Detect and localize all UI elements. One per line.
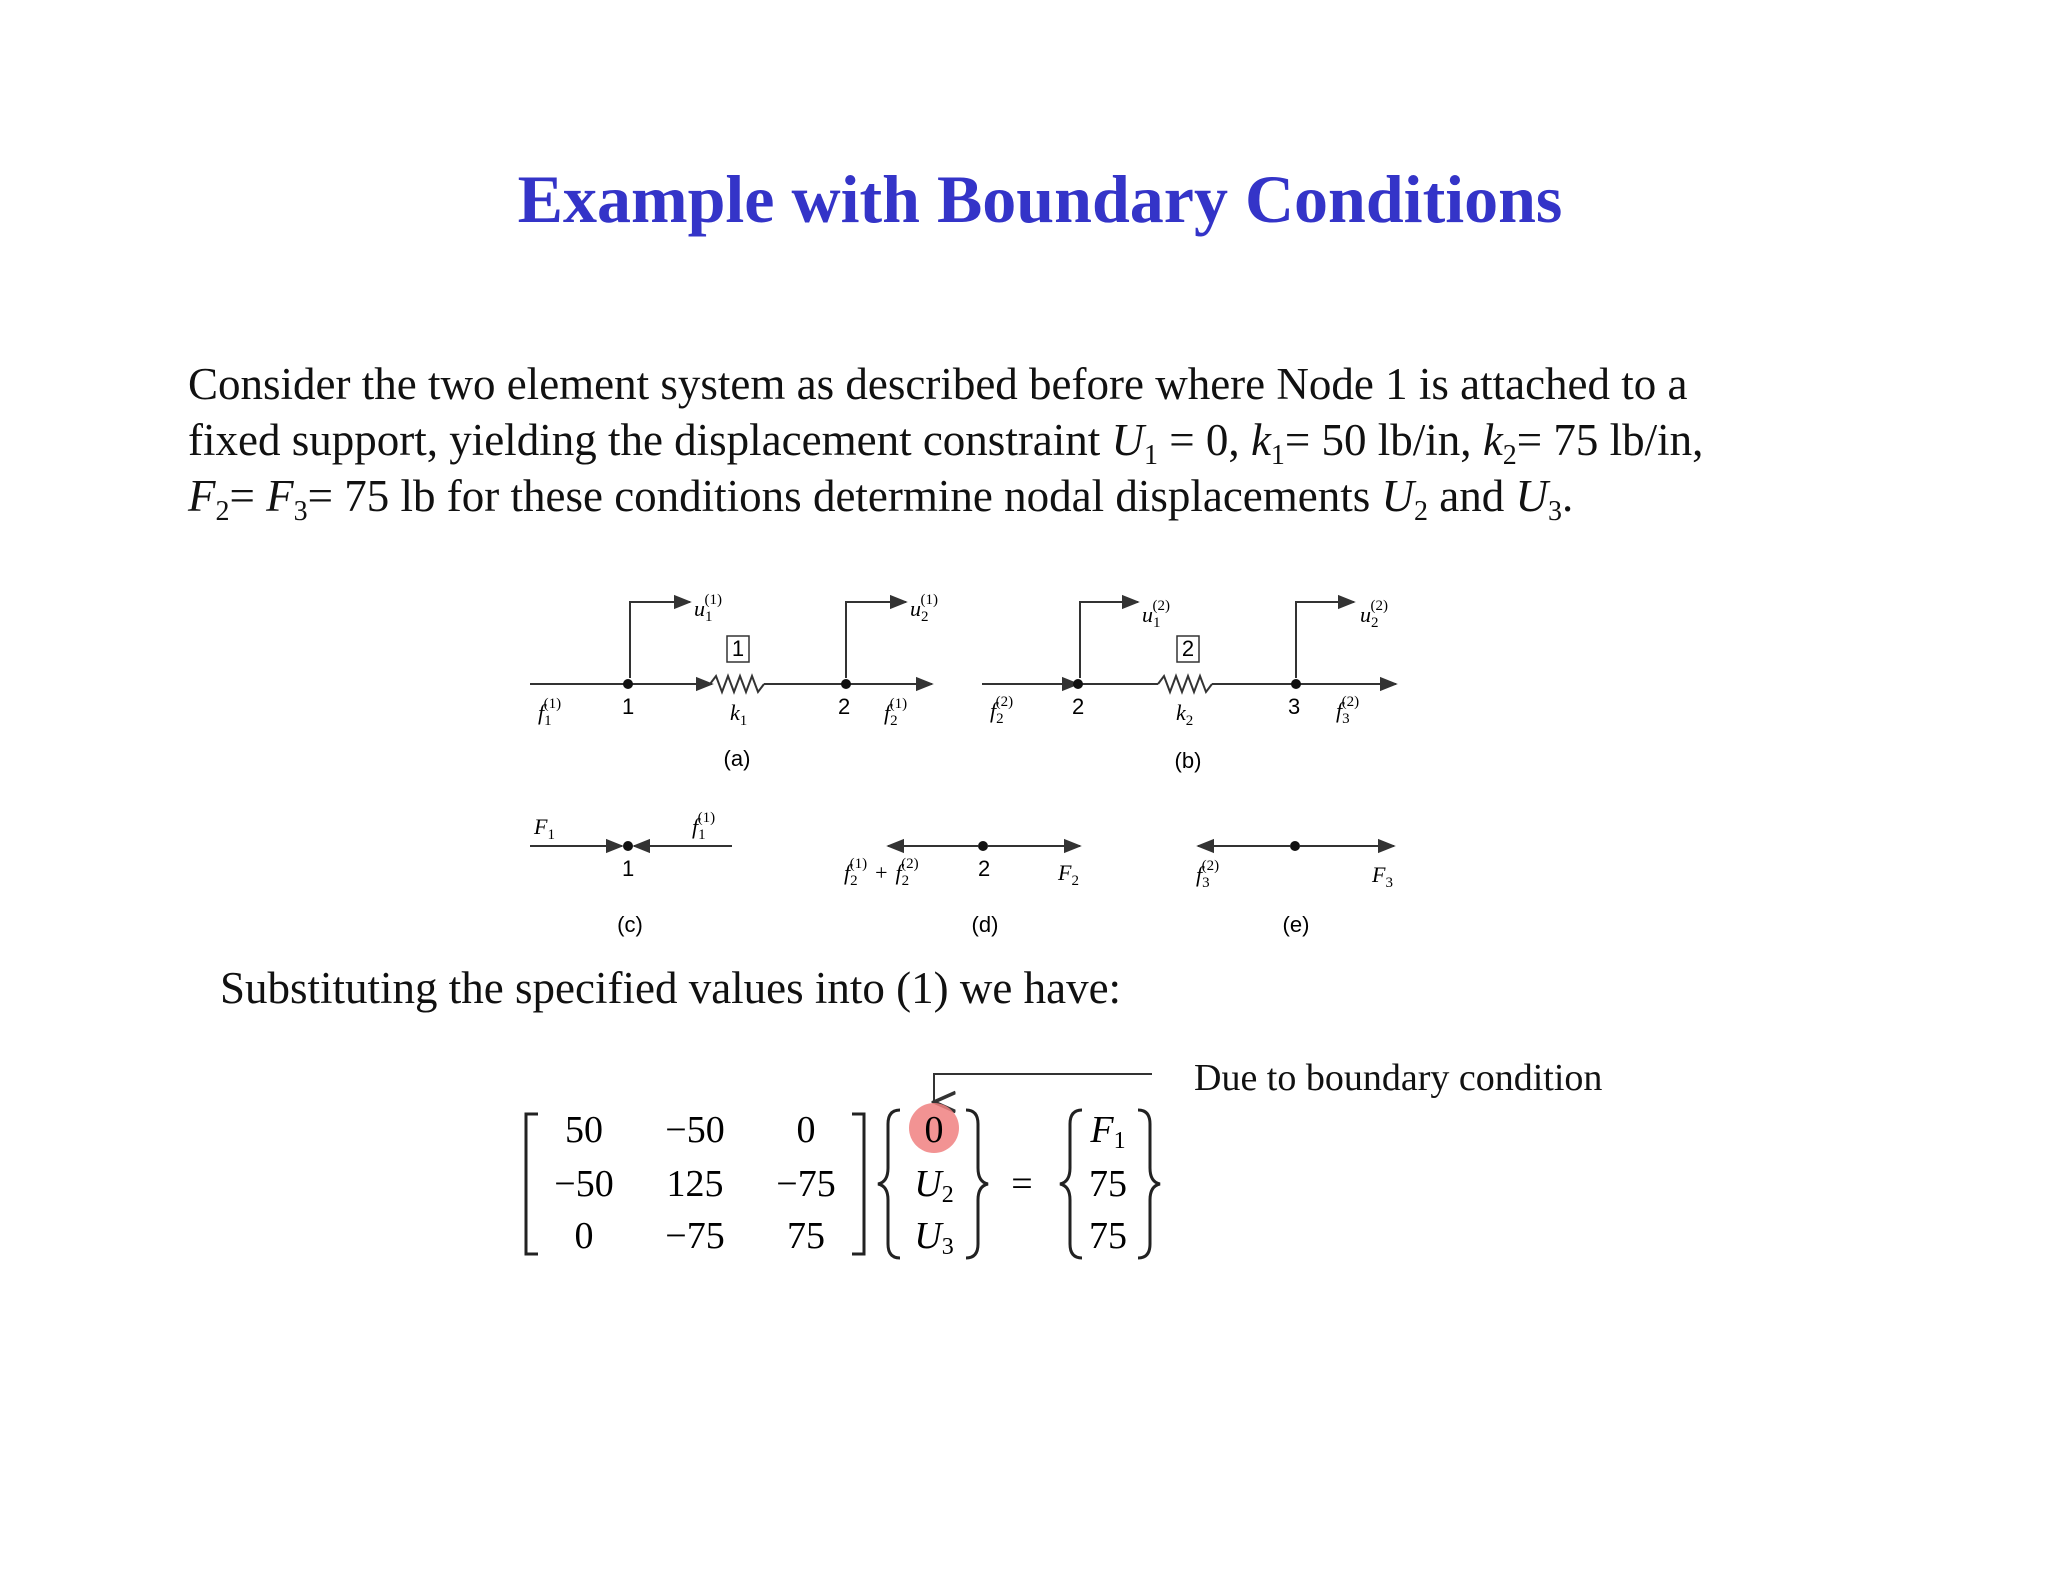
u-3: U3 bbox=[914, 1215, 954, 1260]
svg-text:k2: $k_2$ bbox=[1176, 700, 1194, 729]
svg-text:f2(1)+f2(2): $f_2(1) + f_2(2)$ bbox=[844, 856, 919, 889]
u-1-value: 0 bbox=[924, 1109, 944, 1151]
right-square-bracket bbox=[852, 1114, 864, 1254]
statement-line-1: Consider the two element system as described before where Node 1 is attached to a bbox=[188, 359, 1688, 409]
k-21: −50 bbox=[554, 1163, 614, 1205]
k-23: −75 bbox=[776, 1163, 836, 1205]
svg-text:(c): (c) bbox=[617, 912, 643, 937]
svg-text:1: 1 bbox=[622, 856, 635, 881]
left-curly-brace bbox=[878, 1110, 900, 1258]
svg-text:f3(2): $f_3(2)$ bbox=[1336, 694, 1360, 727]
svg-text:(a): (a) bbox=[723, 746, 751, 771]
svg-text:2: 2 bbox=[1072, 694, 1085, 719]
svg-text:u2(1): $u_2(1)$ bbox=[910, 592, 938, 625]
statement-line-2: fixed support, yielding the displacement constraint $U_1 = 0$, $k_1= 50$ lb/in, $k_2= 75$ lb/in, bbox=[188, 415, 1704, 471]
left-curly-brace bbox=[1060, 1110, 1082, 1258]
k-22: 125 bbox=[666, 1163, 724, 1205]
svg-text:(e): (e) bbox=[1282, 912, 1310, 937]
svg-text:u1(1): $u_1(1)$ bbox=[694, 592, 722, 625]
svg-text:(d): (d) bbox=[971, 912, 999, 937]
left-square-bracket bbox=[526, 1114, 538, 1254]
svg-text:F3: $F_3$ bbox=[1372, 862, 1393, 891]
svg-text:1: 1 bbox=[622, 694, 635, 719]
boundary-arrow-icon bbox=[934, 1074, 1152, 1102]
svg-text:f2(2): $f_2(2)$ bbox=[990, 694, 1014, 727]
svg-text:2: 2 bbox=[978, 856, 991, 881]
f-3: 75 bbox=[1089, 1215, 1127, 1257]
k-11: 50 bbox=[565, 1109, 603, 1151]
svg-text:u1(2): $u_1(2)$ bbox=[1142, 598, 1170, 631]
svg-text:2: 2 bbox=[1181, 636, 1195, 661]
u-2: U2 bbox=[914, 1163, 954, 1208]
svg-text:F2: $F_2$ bbox=[1058, 860, 1079, 889]
stiffness-matrix bbox=[554, 1109, 835, 1257]
substituting-text: Substituting the specified values into (1) we have: bbox=[220, 963, 1122, 1013]
k-13: 0 bbox=[796, 1109, 816, 1151]
svg-text:f1(1): $f_1(1)$ bbox=[538, 696, 562, 729]
equals-sign: = bbox=[1011, 1163, 1033, 1205]
svg-text:2: 2 bbox=[838, 694, 851, 719]
k-32: −75 bbox=[665, 1215, 725, 1257]
statement-line-3: $F_2= F_3= 75$ lb for these conditions determine nodal displacements $U_2$ and $U_3$. bbox=[188, 471, 1574, 527]
svg-text:(b): (b) bbox=[1174, 748, 1202, 773]
svg-text:F1: $F_1$ bbox=[534, 814, 555, 843]
page-title: Example with Boundary Conditions bbox=[517, 161, 1563, 237]
k-33: 75 bbox=[787, 1215, 825, 1257]
right-curly-brace bbox=[966, 1110, 988, 1258]
svg-text:u2(2): $u_2(2)$ bbox=[1360, 598, 1388, 631]
right-curly-brace bbox=[1138, 1110, 1160, 1258]
force-vector bbox=[1089, 1109, 1127, 1257]
svg-text:f1(1): $f_1(1)$ bbox=[692, 810, 716, 843]
svg-text:k1: $k_1$ bbox=[730, 700, 748, 729]
k-12: −50 bbox=[665, 1109, 725, 1151]
k-31: 0 bbox=[574, 1215, 594, 1257]
svg-text:f3(2): $f_3(2)$ bbox=[1196, 858, 1220, 891]
svg-text:1: 1 bbox=[731, 636, 745, 661]
svg-text:f2(1): $f_2(1)$ bbox=[884, 696, 908, 729]
f-2: 75 bbox=[1089, 1163, 1127, 1205]
f-1: F1 bbox=[1090, 1109, 1126, 1154]
boundary-condition-label: Due to boundary condition bbox=[1194, 1057, 1603, 1099]
svg-text:3: 3 bbox=[1288, 694, 1301, 719]
